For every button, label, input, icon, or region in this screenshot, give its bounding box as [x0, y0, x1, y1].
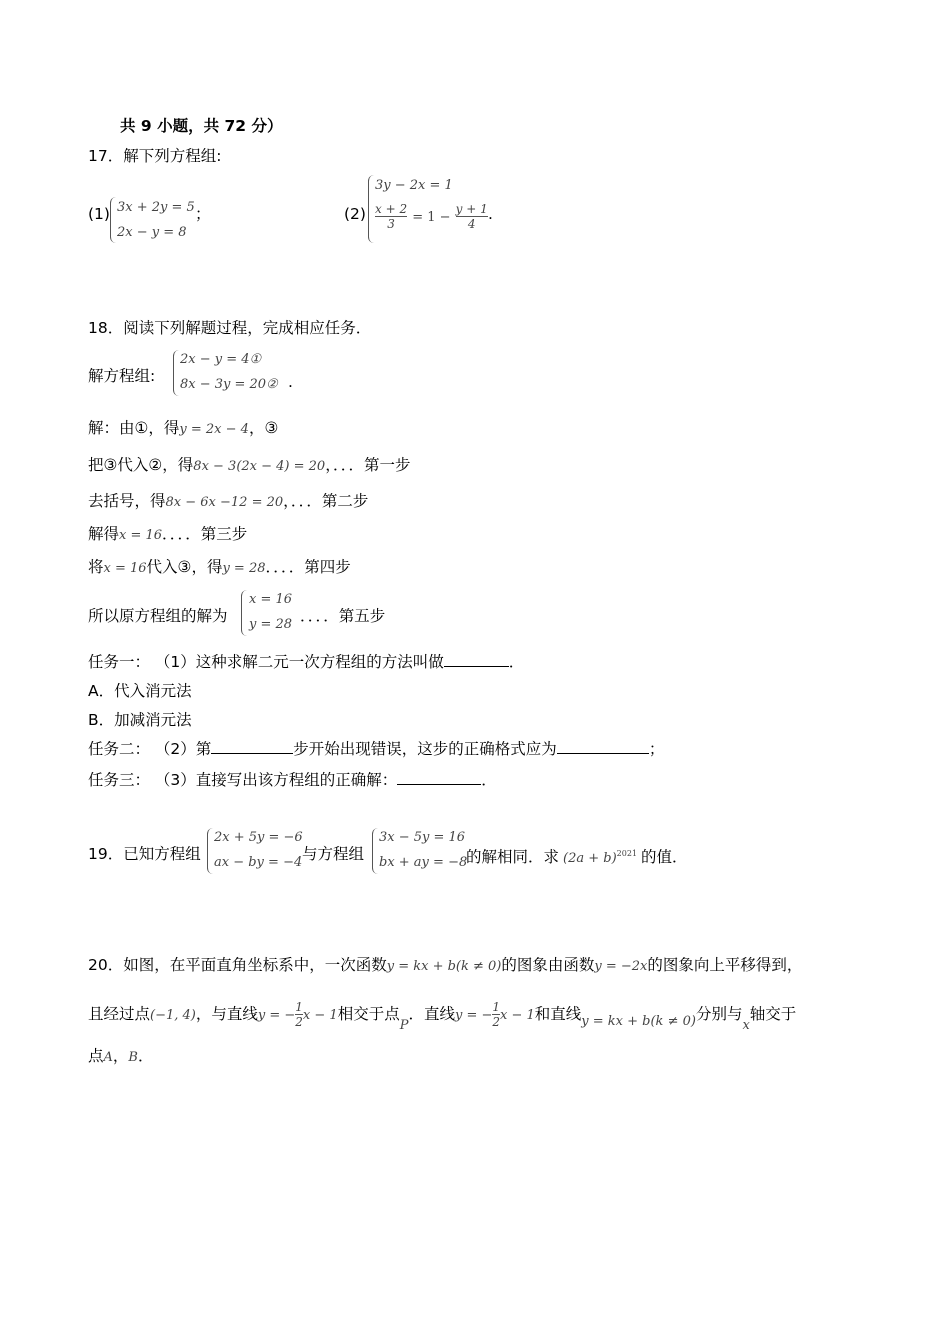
q19-exponent: 2021: [616, 849, 638, 858]
q18-line4: [88, 524, 247, 546]
q17-part2-frac1-den: 3: [375, 216, 407, 231]
q20-text-l: ，: [112, 1047, 129, 1065]
q18-task3: [88, 770, 497, 790]
q18-task3-blank: [397, 784, 481, 785]
q18-line6-eq2: y = 28: [249, 617, 293, 632]
q18-line1-text: 解：由①，得: [88, 419, 180, 437]
q18-line1: [88, 418, 278, 440]
q19-system2-brace: [372, 828, 378, 874]
q17-part2-frac2: [456, 202, 488, 231]
q20-math-p: P: [399, 1018, 409, 1033]
q17-part2-end: .: [488, 205, 493, 223]
q17-part1-eq1: 3x + 2y = 5: [117, 200, 195, 215]
q18-line5-math2: y = 28: [222, 561, 266, 576]
q19-text-d: 的值．: [641, 848, 688, 867]
q18-task2: [88, 739, 664, 759]
q19-system2-eq1: 3x − 5y = 16: [379, 830, 466, 845]
q18-line1-math: y = 2x − 4: [179, 422, 249, 437]
q20-text-g: ．直线: [408, 1005, 455, 1023]
q18-system-eq1: 2x − y = 4①: [180, 352, 262, 367]
q17-part2-frac1-num: x + 2: [375, 202, 408, 216]
q18-line6-brace: [241, 590, 247, 636]
q18-task1-text: 任务一： （1）这种求解二元一次方程组的方法叫做: [88, 653, 444, 671]
q18-option-a: A．代入消元法: [88, 682, 192, 700]
q18-line3-step: ，．．．第二步: [283, 492, 369, 510]
q20-text-a: 20．如图，在平面直角坐标系中，一次函数: [88, 956, 387, 974]
q20-text-i: 分别与: [695, 1005, 743, 1023]
q19-text-b: 与方程组: [302, 845, 365, 863]
q20-math-5a: y = −: [454, 1008, 493, 1023]
q18-line4-math: x = 16: [119, 528, 163, 543]
q20-frac-1-den: 2: [295, 1015, 303, 1029]
q18-solve-label: 解方程组:: [88, 367, 156, 385]
q20-frac-2: [492, 1000, 500, 1029]
q18-task3-text: 任务三： （3）直接写出该方程组的正确解：: [88, 771, 398, 789]
q19-system2-eq2: bx + ay = −8: [379, 855, 468, 870]
q19-text-a: 19．已知方程组: [88, 845, 201, 863]
q18-line3: [88, 491, 368, 513]
q18-line5-step: ．．．．第四步: [265, 558, 351, 576]
q18-line3-math: 8x − 6x −12 = 20: [165, 495, 284, 510]
q18-task2-text: 任务二： （2）第: [88, 740, 212, 758]
q18-line5-text2: 代入③，得: [146, 558, 223, 576]
q20-frac-2-den: 2: [492, 1015, 501, 1029]
q18-line2-math: 8x − 3(2x − 4) = 20: [193, 459, 326, 474]
q18-line2: [88, 455, 410, 477]
section-header: 共 9 小题，共 72 分）: [120, 117, 283, 135]
q17-part2-label: (2): [344, 205, 366, 223]
q20-math-3: (−1, 4): [150, 1008, 196, 1023]
q20-math-x: x: [742, 1018, 750, 1033]
q17-part2-frac1: [375, 202, 407, 231]
q18-task1-end: ．: [508, 653, 525, 671]
q18-line2-text: 把③代入②，得: [88, 456, 194, 474]
q20-text-m: ．: [137, 1047, 154, 1065]
q20-text-e: ，与直线: [195, 1005, 258, 1023]
q18-system-end: .: [288, 373, 293, 391]
q20-math-6: y = kx + b(k ≠ 0): [581, 1014, 696, 1029]
q18-task1: [88, 652, 524, 672]
q18-title: 18．阅读下列解题过程，完成相应任务．: [88, 319, 372, 337]
q18-task1-blank: [444, 666, 509, 667]
q17-part1-label: (1): [88, 205, 110, 223]
q20-text-d: 且经过点: [88, 1005, 151, 1023]
q18-line6-text: 所以原方程组的解为: [88, 607, 228, 625]
q20-text-f: 相交于点: [337, 1005, 400, 1023]
q18-task3-end: ．: [481, 771, 497, 789]
q17-title: 17．解下列方程组:: [88, 147, 222, 165]
q18-line4-step: ．．．．第三步: [162, 525, 248, 543]
q18-line6-eq1: x = 16: [249, 592, 293, 607]
q18-system-eq2: 8x − 3y = 20②: [180, 377, 278, 392]
q18-line3-text: 去括号，得: [88, 492, 166, 510]
q18-task2-text2: 步开始出现错误，这步的正确格式应为: [293, 740, 557, 758]
q20-text-k: 点: [88, 1047, 104, 1065]
q17-part2-eq1: 3y − 2x = 1: [375, 178, 453, 193]
q18-line6-step: ．．．．第五步: [300, 607, 386, 625]
q17-part2-frac2-den: 4: [456, 216, 488, 231]
q18-task2-blank2: [557, 753, 649, 754]
q17-part2-eq2: [375, 202, 488, 231]
q18-task2-end: ；: [648, 740, 665, 758]
q17-part2-brace: [368, 175, 374, 243]
q20-frac-1: [295, 1000, 303, 1029]
q19-system1-brace: [207, 828, 213, 874]
q20-text-c: 的图象向上平移得到，: [647, 956, 803, 974]
q17-part2-mid: = 1 −: [412, 210, 451, 225]
q18-line2-step: ，．．．第一步: [325, 456, 411, 474]
q18-line4-text: 解得: [88, 525, 120, 543]
q18-option-b: B．加减消元法: [88, 711, 192, 729]
q19-text-c: [466, 844, 688, 869]
q20-line3: [88, 1046, 154, 1068]
q20-text-j: 轴交于: [749, 1005, 797, 1023]
q17-part1-end: ；: [195, 205, 211, 223]
q18-line5: [88, 557, 351, 579]
q18-task2-blank1: [211, 753, 293, 754]
q18-line1-end: ，③: [248, 419, 279, 437]
q20-text-b: 的图象由函数: [501, 956, 595, 974]
q20-line2: [88, 994, 796, 1034]
q20-math-5b: x − 1: [500, 1008, 535, 1023]
q19-expression: (2a + b): [563, 851, 617, 867]
q19-system1-eq2: ax − by = −4: [214, 855, 303, 870]
q18-system-brace: [173, 350, 179, 396]
q20-frac-1-num: 1: [295, 1000, 303, 1014]
q20-frac-2-num: 1: [492, 1000, 501, 1014]
q19-system1-eq1: 2x + 5y = −6: [214, 830, 303, 845]
q17-part2-frac2-num: y + 1: [455, 202, 488, 216]
q18-line5-math: x = 16: [103, 561, 147, 576]
q20-text-h: 和直线: [534, 1005, 582, 1023]
q17-part1-eq2: 2x − y = 8: [117, 225, 187, 240]
q20-math-4b: x − 1: [302, 1008, 338, 1023]
q19-text-c-label: 的解相同．求: [466, 848, 560, 867]
q20-math-a: A: [103, 1050, 113, 1065]
q20-math-b: B: [128, 1050, 138, 1065]
q20-line1: [88, 955, 802, 977]
q20-math-1: y = kx + b(k ≠ 0): [386, 959, 502, 974]
q18-line5-text: 将: [88, 558, 104, 576]
q20-math-2: y = −2x: [594, 959, 648, 974]
q20-math-4a: y = −: [257, 1008, 296, 1023]
q17-part1-brace: [110, 197, 116, 243]
